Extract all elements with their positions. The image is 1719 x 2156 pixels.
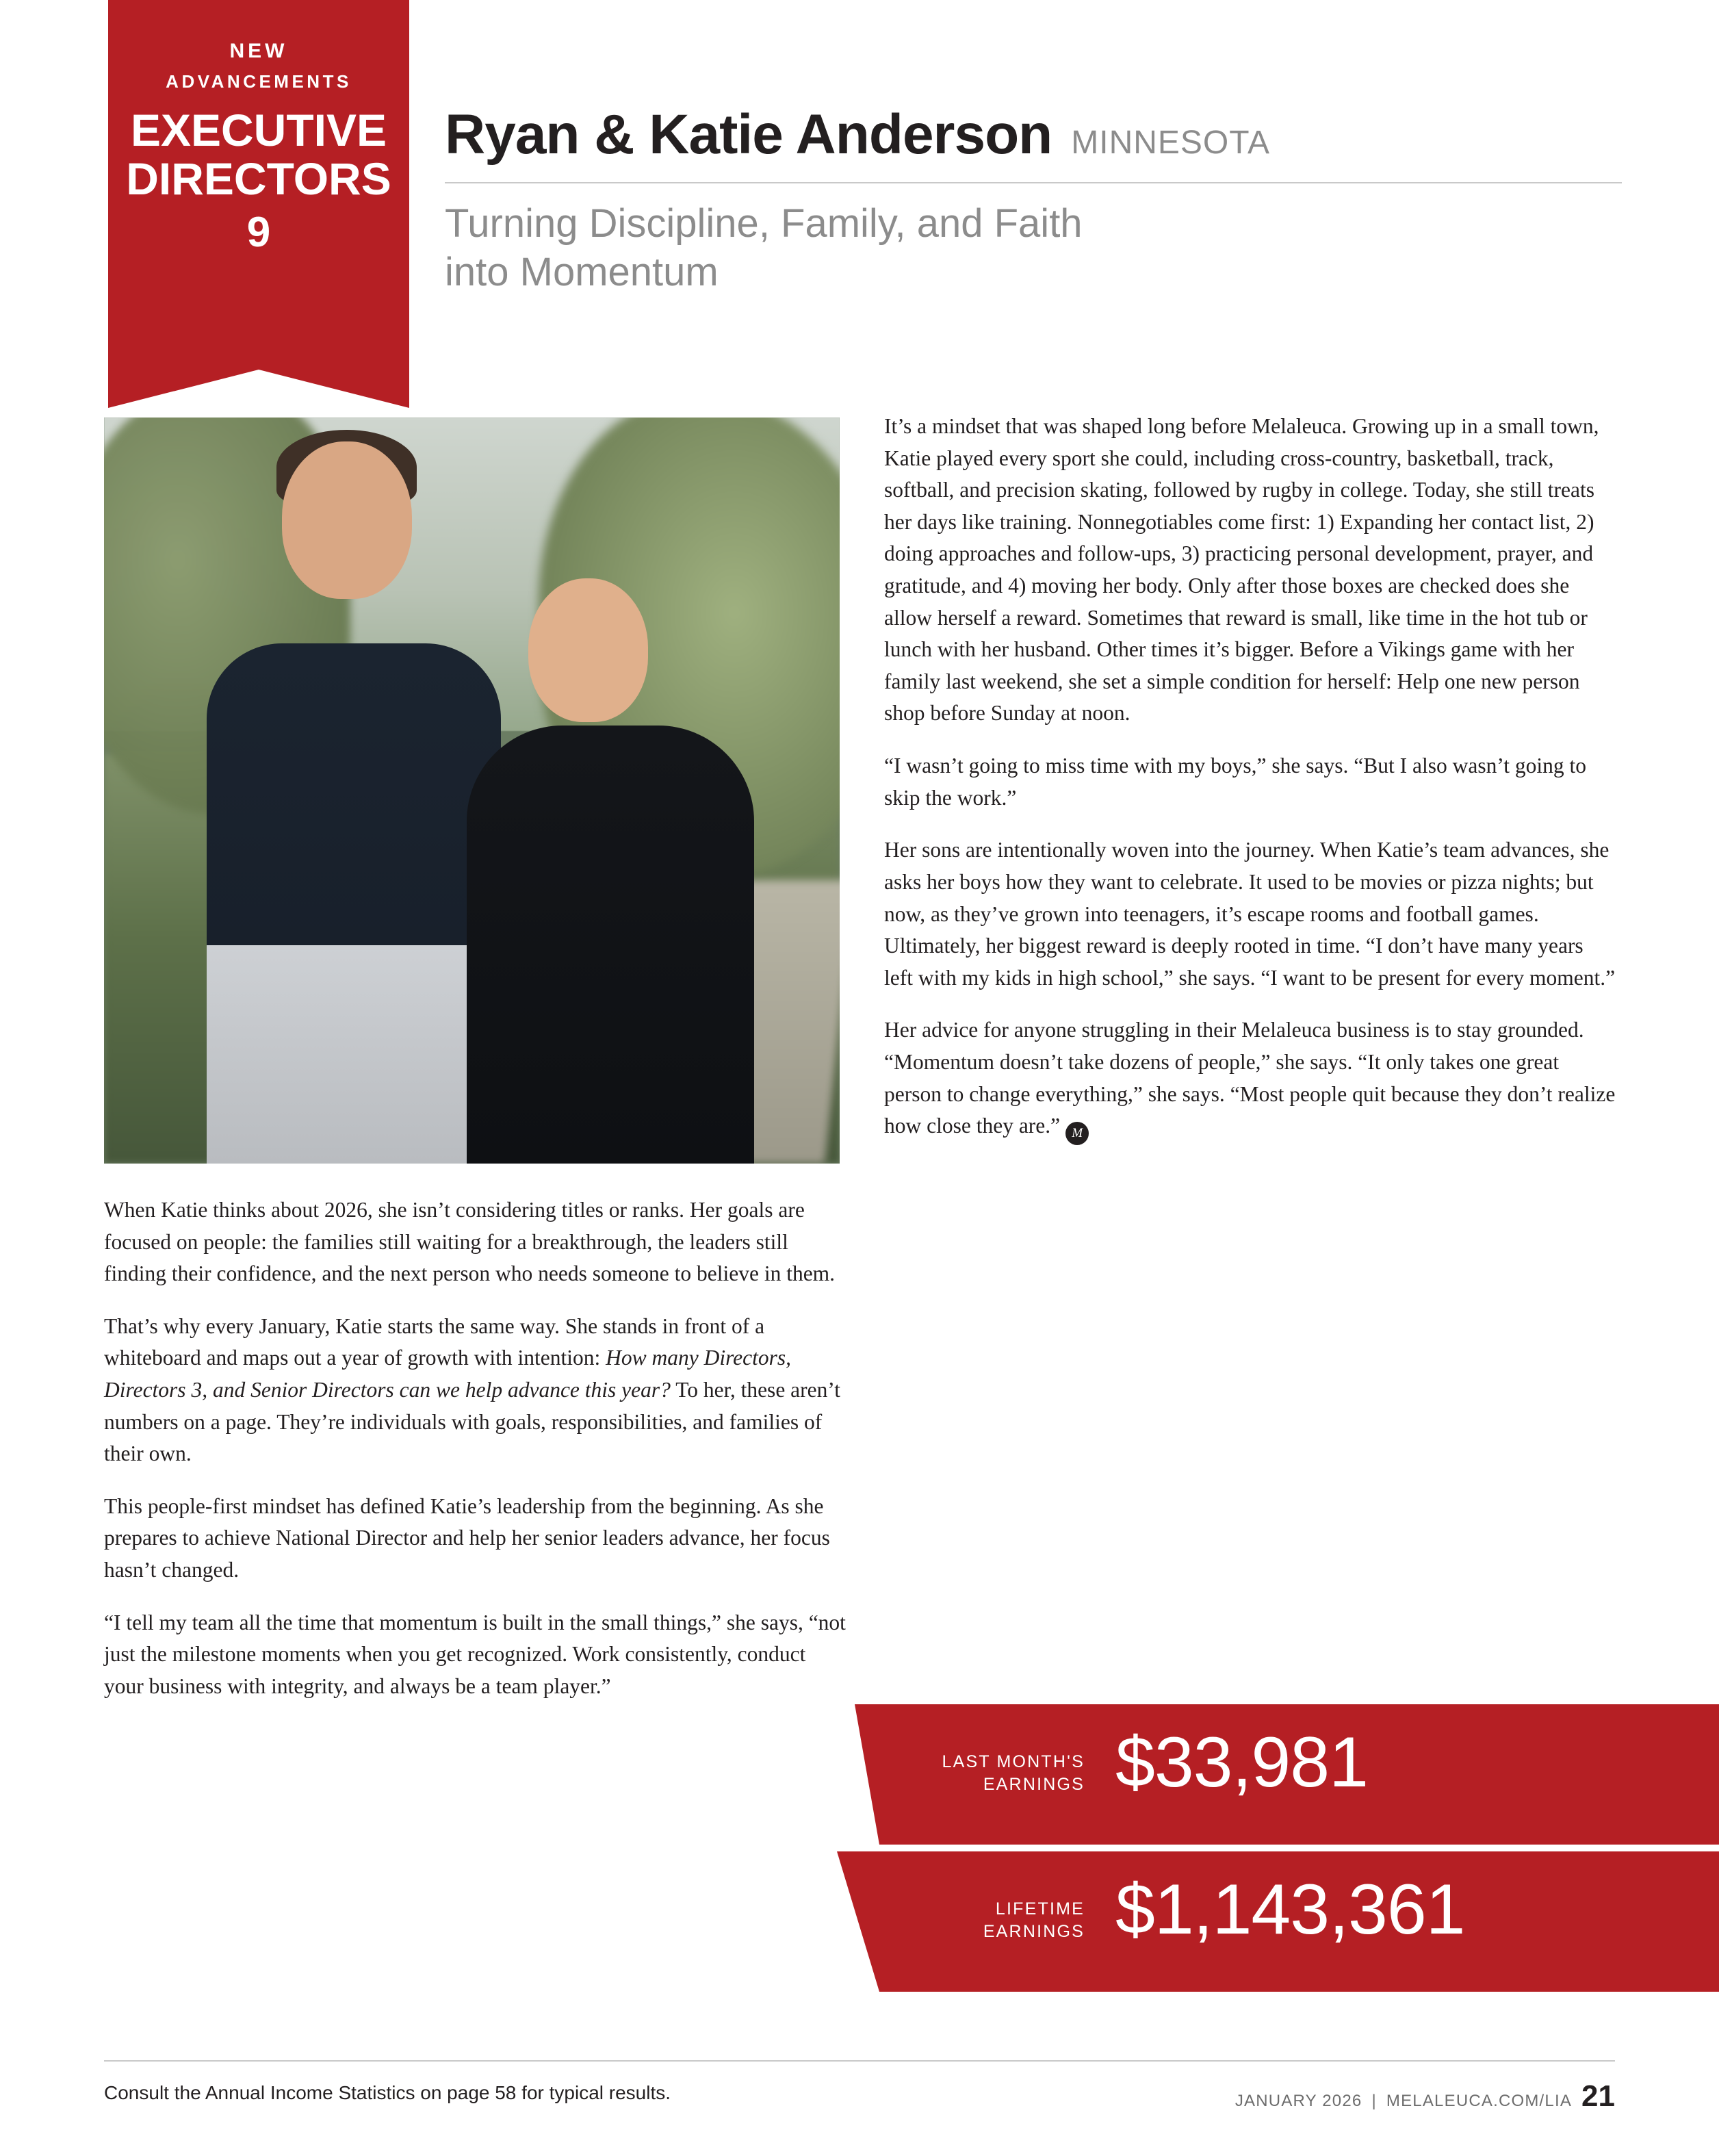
badge-line-executive: EXECUTIVE	[130, 105, 387, 155]
footer-meta	[1235, 2079, 1615, 2114]
label-line-2: EARNINGS	[983, 1922, 1085, 1941]
footer-disclaimer: Consult the Annual Income Statistics on page 58 for typical results.	[104, 2082, 671, 2103]
subtitle-line-1: Turning Discipline, Family, and Faith	[445, 201, 1083, 246]
footer-issue: JANUARY 2026	[1235, 2092, 1362, 2110]
lifetime-earnings-banner	[879, 1851, 1719, 1992]
footer-separator: |	[1371, 2092, 1377, 2110]
end-mark-icon: M	[1065, 1122, 1089, 1145]
label-line-1: LIFETIME	[995, 1899, 1085, 1918]
advancement-badge	[108, 0, 409, 370]
last-month-earnings-banner	[879, 1704, 1719, 1845]
page-title: Ryan & Katie Anderson	[445, 103, 1052, 166]
subtitle-line-2: into Momentum	[445, 249, 719, 294]
last-month-earnings-value: $33,981	[1115, 1723, 1368, 1802]
paragraph	[884, 1014, 1616, 1145]
lifetime-earnings-value: $1,143,361	[1115, 1870, 1465, 1949]
header-divider	[445, 182, 1622, 183]
photo-woman-head	[528, 578, 648, 722]
paragraph: This people-first mindset has defined Katie’s leadership from the beginning. As she prepares to achieve National Director and help her senior leaders advance, her focus hasn’t changed.	[104, 1493, 830, 1582]
paragraph	[104, 1311, 846, 1470]
paragraph-part-1: That’s why every January, Katie starts the same way. She stands in front of a whiteboard and maps out a year of growth with intention:	[104, 1313, 765, 1370]
body-column-right	[884, 411, 1616, 1145]
photo-man-head	[282, 441, 412, 599]
photo-man	[207, 643, 501, 1164]
article-header	[445, 103, 1629, 297]
paragraph: Her sons are intentionally woven into the journey. When Katie’s team advances, she asks her boys how they want to celebrate. It used to be movies or pizza nights; but now, as they’ve grown into teenagers, it’s escape rooms and football games. Ultimately, her biggest reward is deeply rooted in time. “I don’t have many years left with my kids in high school,” she says. “I want to be present for every moment.”	[884, 838, 1616, 990]
paragraph: “I tell my team all the time that momentum is built in the small things,” she says, “not just the milestone moments when you get recognized. Work consistently, conduct your business with integrity, and always be a team player.”	[104, 1610, 846, 1698]
paragraph-part-2: To her, these aren’t numbers on a page. They’re individuals with goals, responsibilities, and families of their own.	[104, 1378, 841, 1466]
paragraph-text: Her advice for anyone struggling in their Melaleuca business is to stay grounded. “Momentum doesn’t take dozens of people,” she says. “It only takes one great person to change everything,” she says. “Most people quit because they don’t realize how close they are.”	[884, 1018, 1616, 1138]
page-number: 21	[1581, 2079, 1615, 2113]
paragraph-italic: How many Directors, Directors 3, and Senior Directors can we help advance this year?	[104, 1346, 792, 1402]
label-line-2: EARNINGS	[983, 1775, 1085, 1794]
label-line-1: LAST MONTH'S	[942, 1752, 1085, 1771]
title-row	[445, 103, 1629, 167]
footer-site: MELALEUCA.COM/LIA	[1386, 2092, 1573, 2110]
paragraph: When Katie thinks about 2026, she isn’t considering titles or ranks. Her goals are focused on people: the families still waiting for a breakthrough, the leaders still finding their confidence, and the next person who needs someone to believe in them.	[104, 1198, 836, 1286]
photo-woman	[467, 726, 754, 1164]
paragraph: “I wasn’t going to miss time with my boys,” she says. “But I also wasn’t going to skip the work.”	[884, 754, 1587, 810]
article-subtitle	[445, 200, 1629, 297]
couple-photo	[104, 418, 840, 1164]
lifetime-earnings-label	[900, 1898, 1085, 1943]
badge-count: 9	[246, 208, 271, 256]
badge-line-directors: DIRECTORS	[126, 153, 391, 205]
last-month-earnings-label	[900, 1751, 1085, 1796]
body-column-left	[104, 1194, 846, 1703]
paragraph: It’s a mindset that was shaped long before Melaleuca. Growing up in a small town, Katie played every sport she could, including cross-country, basketball, track, softball, and precision skating, followed by rugby in college. Today, she still treats her days like training. Nonnegotiables come first: 1) Expanding her contact list, 2) doing approaches and follow-ups, 3) practicing personal development, prayer, and gratitude, and 4) moving her body. Only after those boxes are checked does she allow herself a reward. Sometimes that reward is small, like time in the hot tub or lunch with her husband. Other times it’s bigger. Before a Vikings game with her family last weekend, she set a simple condition for herself: Help one new person shop before Sunday at noon.	[884, 414, 1599, 726]
badge-line-advancements: ADVANCEMENTS	[166, 71, 352, 92]
footer-divider	[104, 2060, 1615, 2062]
location-label: MINNESOTA	[1071, 125, 1271, 161]
badge-line-new: NEW	[229, 40, 288, 62]
